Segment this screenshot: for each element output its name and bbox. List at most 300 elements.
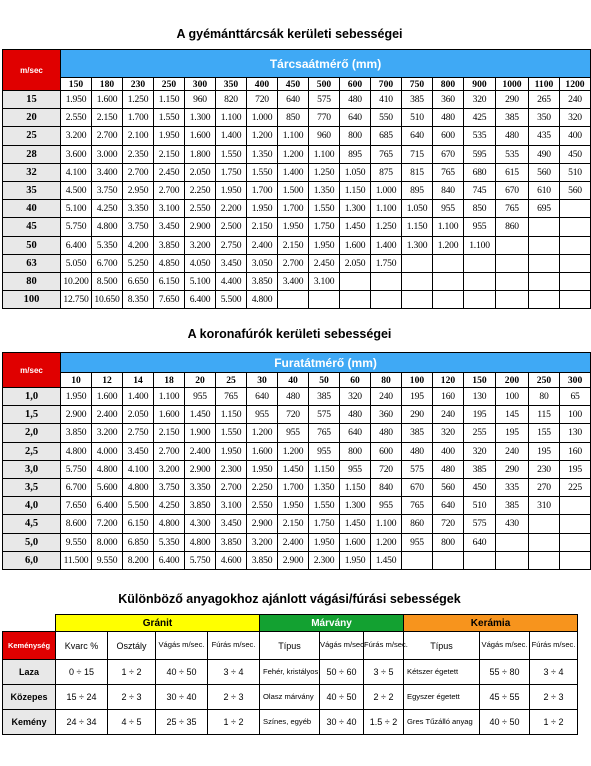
table-cell: 480 bbox=[278, 388, 309, 406]
table-cell: 680 bbox=[464, 163, 496, 181]
table-cell: 225 bbox=[560, 478, 591, 496]
table-row bbox=[3, 442, 591, 460]
table-cell: 1.550 bbox=[309, 200, 340, 218]
table-cell: 240 bbox=[371, 388, 402, 406]
table-cell: 1.350 bbox=[309, 181, 340, 199]
table-cell: 8.600 bbox=[61, 515, 92, 533]
table-cell: 4.800 bbox=[92, 218, 123, 236]
table-cell: 320 bbox=[433, 424, 464, 442]
table-cell: 6.150 bbox=[154, 272, 185, 290]
table-cell: 2.900 bbox=[247, 515, 278, 533]
table-cell: 955 bbox=[464, 218, 496, 236]
table-cell: 2.400 bbox=[92, 406, 123, 424]
table-cell bbox=[433, 551, 464, 569]
header-ceramic-cut: Vágás m/sec. bbox=[480, 632, 530, 660]
table-cell-m-tipus: Fehér, kristályos bbox=[260, 660, 320, 685]
group-header-bore-diameter: Furatátmérő (mm) bbox=[61, 353, 591, 373]
table-cell bbox=[560, 236, 591, 254]
table-cell: 955 bbox=[433, 200, 464, 218]
row-header: 20 bbox=[3, 109, 61, 127]
column-header: 230 bbox=[123, 78, 154, 91]
table-cell-kvarc: 24 ÷ 34 bbox=[56, 710, 108, 735]
row-header: 4,0 bbox=[3, 497, 61, 515]
table-cell: 6.400 bbox=[185, 291, 216, 309]
table-cell: 1.700 bbox=[247, 181, 278, 199]
table-cell: 1.950 bbox=[61, 388, 92, 406]
table-cell: 4.400 bbox=[216, 272, 247, 290]
table-cell: 1.700 bbox=[123, 109, 154, 127]
table-cell: 800 bbox=[340, 442, 371, 460]
table-cell: 670 bbox=[402, 478, 433, 496]
table-cell bbox=[433, 291, 464, 309]
table-cell-m-furas: 3 ÷ 5 bbox=[364, 660, 404, 685]
table-cell: 1.150 bbox=[340, 181, 371, 199]
table-cell bbox=[278, 291, 309, 309]
table-cell-k-furas: 2 ÷ 3 bbox=[530, 685, 578, 710]
table-cell: 1.550 bbox=[154, 109, 185, 127]
column-header: 450 bbox=[278, 78, 309, 91]
table-cell: 765 bbox=[433, 163, 464, 181]
table-cell: 145 bbox=[496, 406, 529, 424]
table-cell: 1.400 bbox=[123, 388, 154, 406]
table-cell: 955 bbox=[309, 442, 340, 460]
table-cell bbox=[464, 551, 496, 569]
table-cell: 560 bbox=[433, 478, 464, 496]
table-cell: 1.000 bbox=[247, 109, 278, 127]
table-cell: 4.250 bbox=[154, 497, 185, 515]
table-cell: 1.100 bbox=[371, 200, 402, 218]
table-cell: 955 bbox=[371, 497, 402, 515]
table-cell: 765 bbox=[309, 424, 340, 442]
table-cell: 2.900 bbox=[61, 406, 92, 424]
table-cell: 7.200 bbox=[92, 515, 123, 533]
table-cell: 8.350 bbox=[123, 291, 154, 309]
row-header: Laza bbox=[3, 660, 56, 685]
table-cell: 6.700 bbox=[92, 254, 123, 272]
table-cell: 290 bbox=[402, 406, 433, 424]
column-header: 500 bbox=[309, 78, 340, 91]
table-cell: 430 bbox=[496, 515, 529, 533]
table-cell: 6.700 bbox=[61, 478, 92, 496]
column-header: 300 bbox=[185, 78, 216, 91]
table-cell-m-furas: 2 ÷ 2 bbox=[364, 685, 404, 710]
table-cell: 1.450 bbox=[371, 551, 402, 569]
table-cell: 1.150 bbox=[216, 406, 247, 424]
table-cell: 2.750 bbox=[123, 424, 154, 442]
title-diamond-discs: A gyémánttárcsák kerületi sebességei bbox=[176, 27, 403, 41]
table-cell: 1.100 bbox=[464, 236, 496, 254]
table-cell: 320 bbox=[560, 109, 591, 127]
table-cell: 2.450 bbox=[154, 163, 185, 181]
table-cell: 5.100 bbox=[185, 272, 216, 290]
table-cell: 270 bbox=[529, 478, 560, 496]
table-cell: 4.050 bbox=[185, 254, 216, 272]
table-cell: 960 bbox=[185, 91, 216, 109]
table-row bbox=[3, 109, 591, 127]
header-marble-cut: Vágás m/sec. bbox=[320, 632, 364, 660]
table-cell: 3.450 bbox=[123, 442, 154, 460]
table-cell: 2.700 bbox=[154, 442, 185, 460]
table-row bbox=[3, 254, 591, 272]
column-header: 60 bbox=[340, 373, 371, 388]
table-row bbox=[3, 710, 578, 735]
table-cell: 3.100 bbox=[216, 497, 247, 515]
table-cell bbox=[496, 551, 529, 569]
table-cell: 720 bbox=[247, 91, 278, 109]
table-cell: 685 bbox=[371, 127, 402, 145]
table-cell: 800 bbox=[433, 533, 464, 551]
table-cell bbox=[529, 272, 560, 290]
table-row bbox=[3, 291, 591, 309]
table-cell: 6.400 bbox=[154, 551, 185, 569]
header-hardness: Keménység bbox=[3, 632, 56, 660]
table-cell: 2.750 bbox=[216, 236, 247, 254]
row-header: 32 bbox=[3, 163, 61, 181]
table-cell: 400 bbox=[433, 442, 464, 460]
table-cell: 1.900 bbox=[185, 424, 216, 442]
table-cell: 480 bbox=[433, 460, 464, 478]
table-cell-g-furas: 2 ÷ 3 bbox=[208, 685, 260, 710]
table-cell: 6.150 bbox=[123, 515, 154, 533]
table-cell: 385 bbox=[402, 424, 433, 442]
table-cell: 1.300 bbox=[402, 236, 433, 254]
table-cell: 3.850 bbox=[154, 236, 185, 254]
table-cell: 480 bbox=[496, 127, 529, 145]
column-header: 800 bbox=[433, 78, 464, 91]
table-cell: 290 bbox=[496, 460, 529, 478]
table-cell: 480 bbox=[340, 91, 371, 109]
table-cell: 6.650 bbox=[123, 272, 154, 290]
table-cell: 3.100 bbox=[154, 200, 185, 218]
column-header: 80 bbox=[371, 373, 402, 388]
table-cell bbox=[433, 272, 464, 290]
table-cell: 4.600 bbox=[216, 551, 247, 569]
table-cell: 9.550 bbox=[61, 533, 92, 551]
table-cell: 230 bbox=[529, 460, 560, 478]
table-cell: 3.200 bbox=[185, 236, 216, 254]
table-cell bbox=[309, 291, 340, 309]
table-cell: 1.950 bbox=[247, 460, 278, 478]
table-cell: 1.450 bbox=[185, 406, 216, 424]
table-cell bbox=[402, 254, 433, 272]
table-cell-osztaly: 4 ÷ 5 bbox=[108, 710, 156, 735]
table-cell bbox=[529, 236, 560, 254]
table-cell: 770 bbox=[309, 109, 340, 127]
table-cell bbox=[371, 272, 402, 290]
table-cell: 320 bbox=[464, 91, 496, 109]
table-cell: 1.400 bbox=[278, 163, 309, 181]
table-cell: 1.600 bbox=[154, 406, 185, 424]
group-marble: Márvány bbox=[260, 615, 404, 632]
table-row bbox=[3, 272, 591, 290]
table-cell-kvarc: 15 ÷ 24 bbox=[56, 685, 108, 710]
table-cell: 765 bbox=[216, 388, 247, 406]
table-cell: 2.050 bbox=[340, 254, 371, 272]
table-cell: 600 bbox=[371, 442, 402, 460]
table-cell: 480 bbox=[402, 442, 433, 460]
table-cell: 385 bbox=[464, 460, 496, 478]
table-cell-g-vagas: 40 ÷ 50 bbox=[156, 660, 208, 685]
table-cell: 160 bbox=[433, 388, 464, 406]
table-cell: 640 bbox=[340, 424, 371, 442]
table-cell: 5.050 bbox=[61, 254, 92, 272]
table-cell: 2.150 bbox=[278, 236, 309, 254]
table-cell: 2.700 bbox=[92, 127, 123, 145]
table-cell: 1.100 bbox=[216, 109, 247, 127]
table-cell: 640 bbox=[247, 388, 278, 406]
table-cell: 640 bbox=[402, 127, 433, 145]
table-cell: 2.400 bbox=[185, 442, 216, 460]
table-cell: 3.750 bbox=[92, 181, 123, 199]
column-header: 250 bbox=[529, 373, 560, 388]
table-cell: 1.100 bbox=[309, 145, 340, 163]
table-cell bbox=[560, 291, 591, 309]
table-cell: 7.650 bbox=[154, 291, 185, 309]
row-header: Kemény bbox=[3, 710, 56, 735]
column-header: 250 bbox=[154, 78, 185, 91]
table-cell: 1.200 bbox=[247, 424, 278, 442]
table-cell bbox=[529, 218, 560, 236]
row-header: 3,0 bbox=[3, 460, 61, 478]
table-cell: 320 bbox=[340, 388, 371, 406]
table-cell: 3.850 bbox=[247, 551, 278, 569]
table-cell: 610 bbox=[529, 181, 560, 199]
unit-label: m/sec bbox=[3, 50, 61, 91]
table-cell: 4.800 bbox=[185, 533, 216, 551]
column-header: 40 bbox=[278, 373, 309, 388]
table-cell: 1.500 bbox=[278, 181, 309, 199]
table-cell: 765 bbox=[496, 200, 529, 218]
table-cell: 100 bbox=[560, 406, 591, 424]
table-cell bbox=[340, 291, 371, 309]
table-cell: 850 bbox=[278, 109, 309, 127]
table-cell: 195 bbox=[402, 388, 433, 406]
table-cell: 575 bbox=[309, 91, 340, 109]
table-cell: 425 bbox=[464, 109, 496, 127]
row-header: 5,0 bbox=[3, 533, 61, 551]
table-row bbox=[3, 181, 591, 199]
column-header: 18 bbox=[154, 373, 185, 388]
table-cell: 130 bbox=[464, 388, 496, 406]
table-row bbox=[3, 515, 591, 533]
table-cell: 1.450 bbox=[340, 515, 371, 533]
table-row bbox=[3, 200, 591, 218]
table-cell: 5.750 bbox=[61, 218, 92, 236]
column-header: 14 bbox=[123, 373, 154, 388]
table-cell: 3.450 bbox=[216, 515, 247, 533]
table-cell: 290 bbox=[496, 91, 529, 109]
table-cell bbox=[560, 200, 591, 218]
table-cell: 1.200 bbox=[278, 442, 309, 460]
table-cell bbox=[496, 533, 529, 551]
table-cell: 960 bbox=[309, 127, 340, 145]
table-cell: 4.100 bbox=[123, 460, 154, 478]
table-cell: 1.250 bbox=[123, 91, 154, 109]
table-cell: 2.700 bbox=[154, 181, 185, 199]
table-cell: 265 bbox=[529, 91, 560, 109]
table-cell: 510 bbox=[560, 163, 591, 181]
table-cell-m-vagas: 50 ÷ 60 bbox=[320, 660, 364, 685]
row-header: 35 bbox=[3, 181, 61, 199]
column-header: 12 bbox=[92, 373, 123, 388]
table-cell: 80 bbox=[529, 388, 560, 406]
row-header: 63 bbox=[3, 254, 61, 272]
table-cell: 1.550 bbox=[216, 145, 247, 163]
table-cell: 1.050 bbox=[340, 163, 371, 181]
table-cell: 1.750 bbox=[371, 254, 402, 272]
table-cell: 1.300 bbox=[340, 200, 371, 218]
table-cell: 360 bbox=[433, 91, 464, 109]
table-cell: 2.150 bbox=[247, 218, 278, 236]
table-cell: 4.100 bbox=[61, 163, 92, 181]
table-cell: 1.250 bbox=[309, 163, 340, 181]
table-cell: 2.150 bbox=[154, 145, 185, 163]
table-cell: 3.200 bbox=[154, 460, 185, 478]
table-cell: 800 bbox=[340, 127, 371, 145]
table-cell: 4.250 bbox=[92, 200, 123, 218]
table-cell: 4.500 bbox=[61, 181, 92, 199]
table-cell: 490 bbox=[529, 145, 560, 163]
table-cell: 3.050 bbox=[247, 254, 278, 272]
table-cell: 860 bbox=[402, 515, 433, 533]
table-cell: 550 bbox=[371, 109, 402, 127]
table-cell: 480 bbox=[433, 109, 464, 127]
column-header: 400 bbox=[247, 78, 278, 91]
table-cell: 2.150 bbox=[92, 109, 123, 127]
column-header: 120 bbox=[433, 373, 464, 388]
table-cell bbox=[496, 272, 529, 290]
table-cell: 720 bbox=[433, 515, 464, 533]
table-cell: 1.750 bbox=[309, 218, 340, 236]
table-cell: 1.750 bbox=[216, 163, 247, 181]
table-cell: 1.950 bbox=[154, 127, 185, 145]
table-cell: 595 bbox=[464, 145, 496, 163]
table-cell: 3.750 bbox=[123, 218, 154, 236]
table-cell: 1.450 bbox=[278, 460, 309, 478]
table-row bbox=[3, 533, 591, 551]
table-cell: 6.400 bbox=[61, 236, 92, 254]
table-row bbox=[3, 551, 591, 569]
group-granite: Gránit bbox=[56, 615, 260, 632]
column-header: 350 bbox=[216, 78, 247, 91]
table-cell: 3.200 bbox=[247, 533, 278, 551]
table-cell: 765 bbox=[371, 145, 402, 163]
table-cell: 1.150 bbox=[309, 460, 340, 478]
table-cell: 7.650 bbox=[61, 497, 92, 515]
table-cell: 410 bbox=[371, 91, 402, 109]
table-cell bbox=[496, 291, 529, 309]
table-cell: 350 bbox=[529, 109, 560, 127]
table-cell: 3.850 bbox=[185, 497, 216, 515]
column-header: 25 bbox=[216, 373, 247, 388]
table-cell: 385 bbox=[496, 109, 529, 127]
table-cell: 2.250 bbox=[247, 478, 278, 496]
table-cell: 860 bbox=[496, 218, 529, 236]
table-cell: 3.850 bbox=[61, 424, 92, 442]
table-cell: 670 bbox=[496, 181, 529, 199]
table-cell: 3.850 bbox=[216, 533, 247, 551]
row-header: 1,5 bbox=[3, 406, 61, 424]
table-cell: 11.500 bbox=[61, 551, 92, 569]
table-cell: 400 bbox=[560, 127, 591, 145]
table-cell: 720 bbox=[278, 406, 309, 424]
table-cell: 575 bbox=[309, 406, 340, 424]
table-cell: 5.100 bbox=[61, 200, 92, 218]
table-cell: 2.150 bbox=[154, 424, 185, 442]
table-cell: 4.800 bbox=[154, 515, 185, 533]
table-cell-m-vagas: 30 ÷ 40 bbox=[320, 710, 364, 735]
table-cell: 1.550 bbox=[216, 424, 247, 442]
table-cell: 195 bbox=[560, 460, 591, 478]
table-cell: 4.800 bbox=[61, 442, 92, 460]
table-cell: 850 bbox=[464, 200, 496, 218]
table-cell: 2.200 bbox=[216, 200, 247, 218]
header-marble-type: Típus bbox=[260, 632, 320, 660]
table-cell: 2.500 bbox=[216, 218, 247, 236]
table-cell: 895 bbox=[402, 181, 433, 199]
table-row bbox=[3, 163, 591, 181]
table-cell bbox=[340, 272, 371, 290]
table-cell: 1.950 bbox=[278, 218, 309, 236]
table-row bbox=[3, 127, 591, 145]
table-row bbox=[3, 236, 591, 254]
table-cell: 1.750 bbox=[309, 515, 340, 533]
row-header: 1,0 bbox=[3, 388, 61, 406]
row-header: 6,0 bbox=[3, 551, 61, 569]
table-cell: 2.900 bbox=[185, 218, 216, 236]
table-cell: 560 bbox=[529, 163, 560, 181]
table-cell: 2.050 bbox=[185, 163, 216, 181]
table-cell: 335 bbox=[496, 478, 529, 496]
table-cell bbox=[560, 533, 591, 551]
column-header: 750 bbox=[402, 78, 433, 91]
table-cell bbox=[402, 291, 433, 309]
table-cell: 1.250 bbox=[371, 218, 402, 236]
row-header: 2,5 bbox=[3, 442, 61, 460]
table-cell: 1.600 bbox=[340, 533, 371, 551]
table-cell: 1.950 bbox=[309, 236, 340, 254]
table-cell: 240 bbox=[433, 406, 464, 424]
table-cell: 640 bbox=[278, 91, 309, 109]
table-cell: 2.900 bbox=[278, 551, 309, 569]
table-cell: 560 bbox=[560, 181, 591, 199]
table-cell-m-tipus: Színes, egyéb bbox=[260, 710, 320, 735]
table-cell: 115 bbox=[529, 406, 560, 424]
table-cell-kvarc: 0 ÷ 15 bbox=[56, 660, 108, 685]
column-header: 180 bbox=[92, 78, 123, 91]
table-cell: 1.200 bbox=[433, 236, 464, 254]
table-cell: 4.800 bbox=[247, 291, 278, 309]
table-cell: 2.900 bbox=[185, 460, 216, 478]
table-cell: 1.950 bbox=[61, 91, 92, 109]
table-material-speeds bbox=[2, 614, 578, 735]
table-cell: 1.550 bbox=[247, 163, 278, 181]
table-cell: 670 bbox=[433, 145, 464, 163]
row-header: 3,5 bbox=[3, 478, 61, 496]
table-cell: 1.950 bbox=[247, 200, 278, 218]
title-material-speeds: Különböző anyagokhoz ajánlott vágási/fúrási sebességek bbox=[118, 592, 461, 606]
table-cell: 1.000 bbox=[371, 181, 402, 199]
table-cell: 575 bbox=[464, 515, 496, 533]
table-cell-k-furas: 1 ÷ 2 bbox=[530, 710, 578, 735]
header-granite-drill: Fúrás m/sec. bbox=[208, 632, 260, 660]
table-cell: 240 bbox=[496, 442, 529, 460]
table-cell: 815 bbox=[402, 163, 433, 181]
table-cell: 5.350 bbox=[92, 236, 123, 254]
table-cell: 1.950 bbox=[216, 442, 247, 460]
table-cell: 1.600 bbox=[92, 388, 123, 406]
table-cell: 195 bbox=[529, 442, 560, 460]
